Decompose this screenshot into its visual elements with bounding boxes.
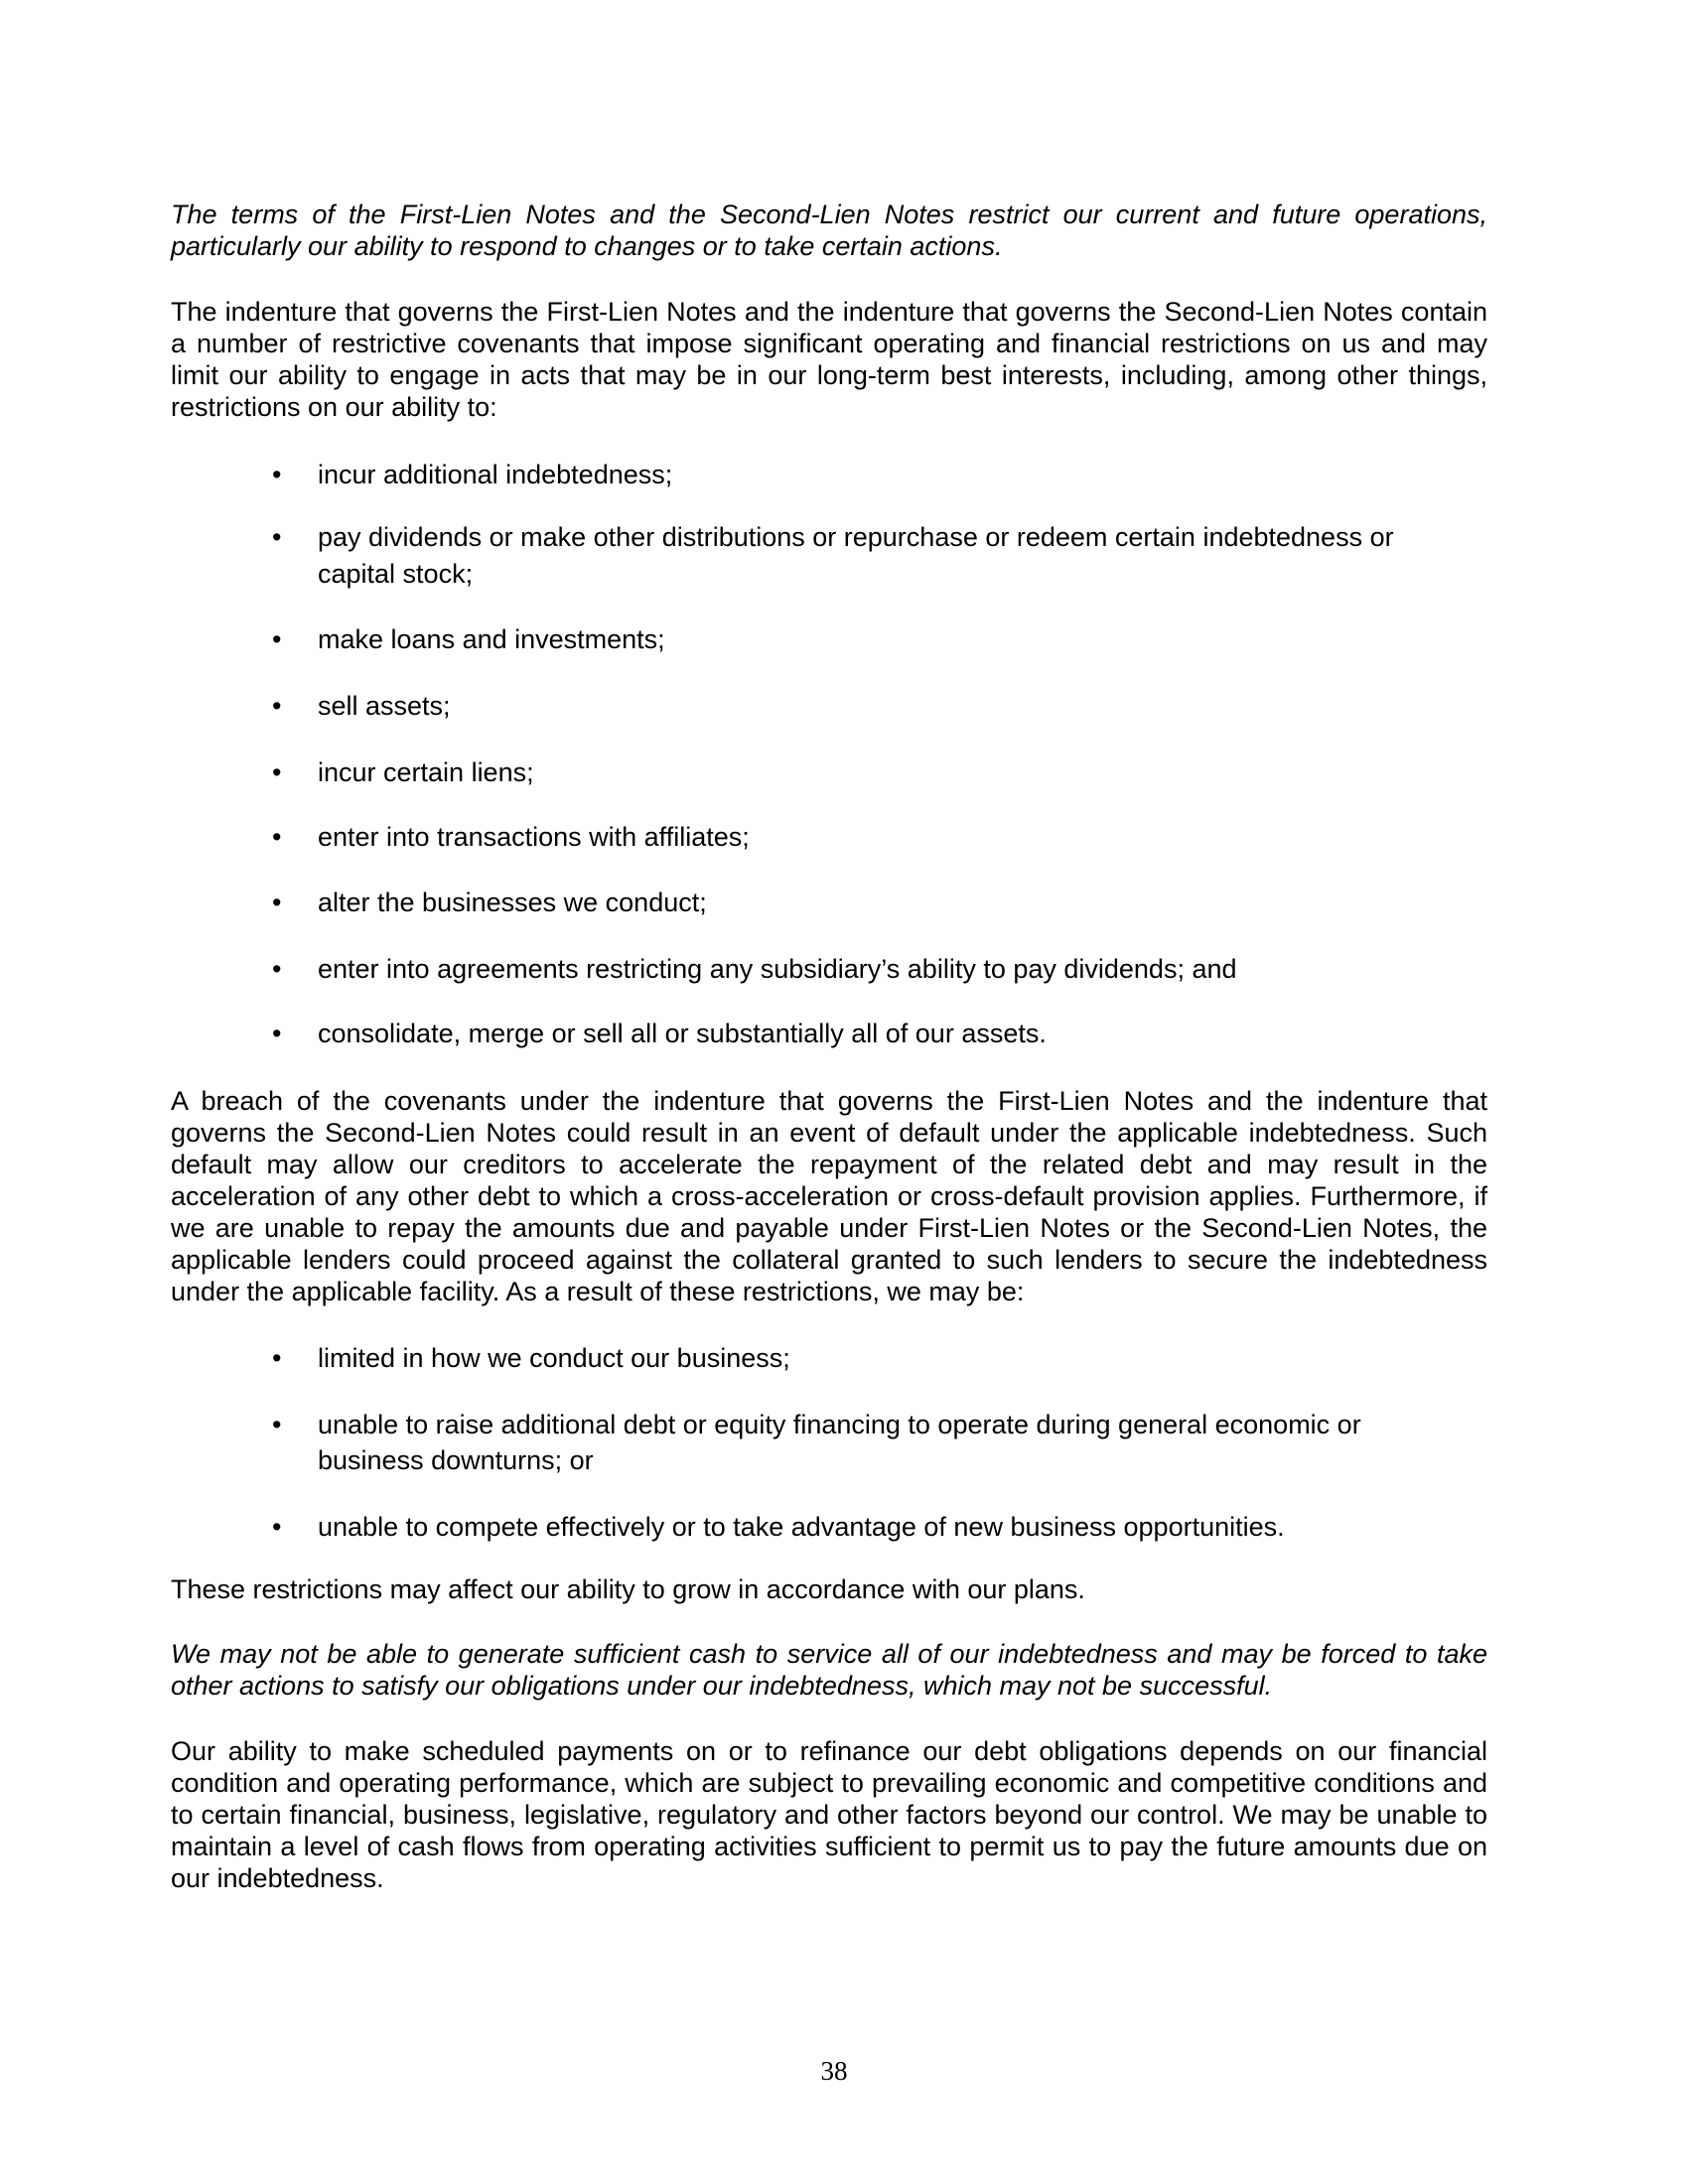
list-item: [272, 621, 1444, 658]
list-item: [272, 951, 1444, 988]
list-item-text: unable to raise additional debt or equity financing to operate during general economic or business downturns; or: [318, 1410, 1361, 1475]
list-item-text: enter into agreements restricting any subsidiary’s ability to pay dividends; and: [318, 954, 1237, 984]
list-item-text: pay dividends or make other distributions or repurchase or redeem certain indebtedness or capital stock;: [318, 522, 1394, 589]
bullet-icon: •: [272, 460, 282, 489]
bullet-icon: •: [272, 522, 282, 552]
bullet-icon: •: [272, 757, 282, 787]
list-item-text: unable to compete effectively or to take advantage of new business opportunities.: [318, 1512, 1285, 1542]
list-item-text: limited in how we conduct our business;: [318, 1343, 790, 1373]
bullet-icon: •: [272, 1410, 282, 1439]
bullet-icon: •: [272, 1343, 282, 1373]
list-item-text: make loans and investments;: [318, 624, 665, 654]
list-item-text: consolidate, merge or sell all or substantially all of our assets.: [318, 1019, 1047, 1048]
bullet-icon: •: [272, 954, 282, 984]
list-item: [272, 1340, 1444, 1377]
list-item: [272, 1407, 1444, 1478]
paragraph-debt-service-ability: Our ability to make scheduled payments on or to refinance our debt obligations depends on our financial condition and operating performance, which are subject to prevailing economic and competitive conditions and to certain financial, business, legislative, regulatory and other factors beyond our control. We may be unable to maintain a level of cash flows from operating activities sufficient to permit us to pay the future amounts due on our indebtedness.: [171, 1736, 1487, 1893]
list-item-text: sell assets;: [318, 691, 451, 721]
list-item: [272, 457, 1444, 493]
section-heading-restrictive-covenants: The terms of the First-Lien Notes and the Second-Lien Notes restrict our current and future operations, particularly our ability to respond to changes or to take certain actions.: [171, 200, 1487, 261]
paragraph-growth-restrictions: These restrictions may affect our ability to grow in accordance with our plans.: [171, 1574, 1085, 1604]
list-item: [272, 1016, 1444, 1052]
list-item-text: enter into transactions with affiliates;: [318, 822, 750, 852]
bullet-icon: •: [272, 822, 282, 852]
list-item: [272, 885, 1444, 921]
list-item: [272, 1509, 1444, 1546]
bullet-icon: •: [272, 887, 282, 917]
bullet-icon: •: [272, 1512, 282, 1542]
bullet-icon: •: [272, 624, 282, 654]
list-item-text: alter the businesses we conduct;: [318, 887, 707, 917]
paragraph-breach-of-covenants: A breach of the covenants under the indenture that governs the First-Lien Notes and the indenture that governs the Second-Lien Notes could result in an event of default under the applicable indebtedness. Such default may allow our creditors to accelerate the repayment of the related debt and may result in the acceleration of any other debt to which a cross-acceleration or cross-default provision applies. Furthermore, if we are unable to repay the amounts due and payable under First-Lien Notes or the Second-Lien Notes, the applicable lenders could proceed against the collateral granted to such lenders to secure the indebtedness under the applicable facility. As a result of these restrictions, we may be:: [171, 1086, 1487, 1306]
list-item: [272, 519, 1444, 593]
list-item: [272, 688, 1444, 725]
list-item: [272, 754, 1444, 791]
bullet-icon: •: [272, 691, 282, 721]
paragraph-indenture-intro: The indenture that governs the First-Lien Notes and the indenture that governs the Second-Lien Notes contain a number of restrictive covenants that impose significant operating and financial restrictions on us and may limit our ability to engage in acts that may be in our long-term best interests, including, among other things, restrictions on our ability to:: [171, 297, 1487, 422]
section-heading-cash-sufficiency: We may not be able to generate sufficient cash to service all of our indebtedness and may be forced to take other actions to satisfy our obligations under our indebtedness, which may not be successful.: [171, 1639, 1487, 1701]
list-item: [272, 819, 1444, 856]
list-item-text: incur additional indebtedness;: [318, 460, 673, 489]
bullet-icon: •: [272, 1019, 282, 1048]
page-number: 38: [820, 2056, 848, 2086]
list-item-text: incur certain liens;: [318, 757, 534, 787]
